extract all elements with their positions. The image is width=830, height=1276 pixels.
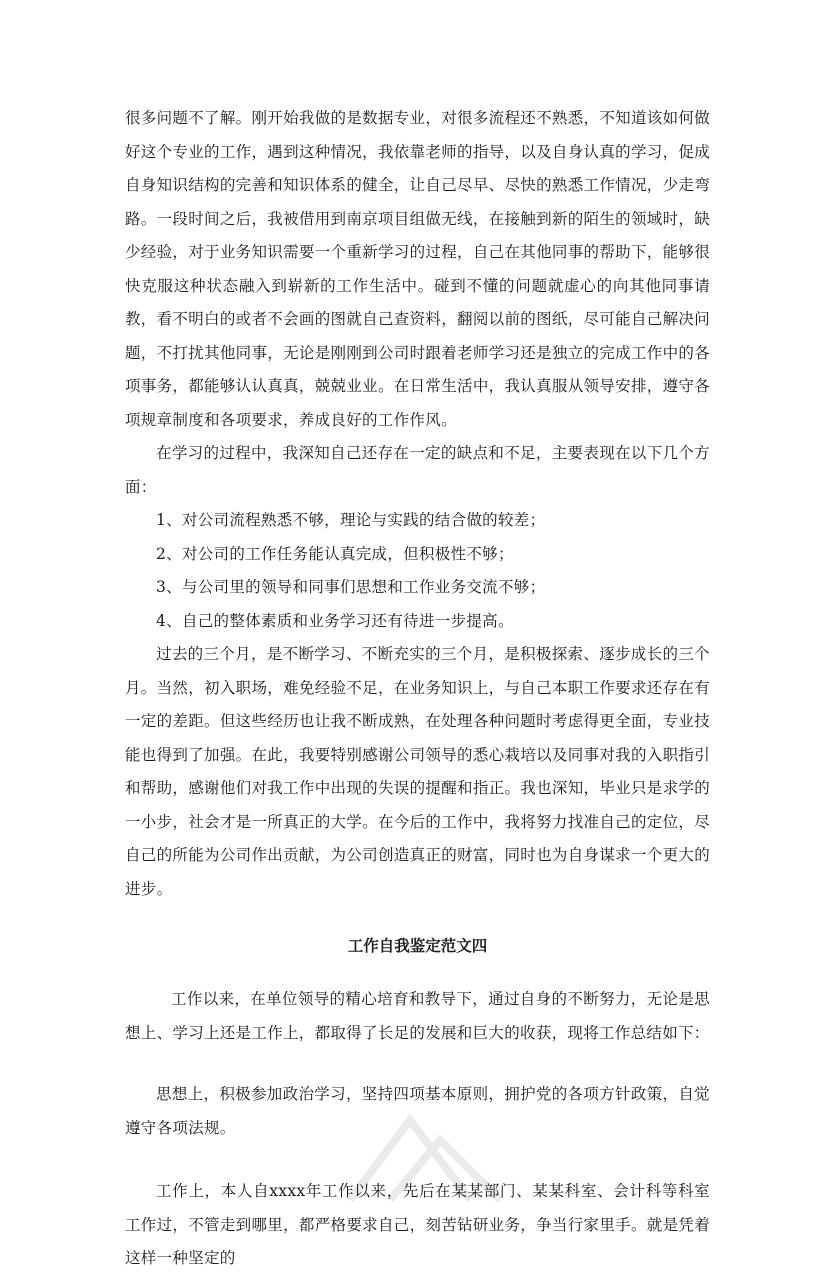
list-item-4: 4、自己的整体素质和业务学习还有待进一步提高。 (156, 611, 514, 630)
paragraph-work-experience: 很多问题不了解。刚开始我做的是数据专业，对很多流程还不熟悉，不知道该如何做好这个专业的工作，遇到这种情况，我依靠老师的指导，以及自身认真的学习，促成自身知识结构的完善和知识体系的健全，让自己尽早、尽快的熟悉工作情况，少走弯路。一段时间之后，我被借用到南京项目组做无线，在接触到新的陌生的领域时，缺少经验，对于业务知识需要一个重新学习的过程，自己在其他同事的帮助下，能够很快克服这种状态融入到崭新的工作生活中。碰到不懂的问题就虚心的向其他同事请教，看不明白的或者不会画的图就自己查资料，翻阅以前的图纸，尽可能自己解决问题，不打扰其他同事，无论是刚刚到公司时跟着老师学习还是独立的完成工作中的各项事务，都能够认认真真，兢兢业业。在日常生活中，我认真服从领导安排，遵守各项规章制度和各项要求，养成良好的工作作风。 (125, 109, 710, 429)
list-item-3: 3、与公司里的领导和同事们思想和工作业务交流不够； (156, 578, 546, 596)
paragraph-work: 工作上，本人自xxxx年工作以来，先后在某某部门、某某科室、会计科等科室工作过，不管走到哪里，都严格要求自己，刻苦钻研业务，争当行家里手。就是凭着这样一种坚定的 (125, 1182, 710, 1267)
list-item-2: 2、对公司的工作任务能认真完成，但积极性不够； (156, 544, 514, 563)
list-item-1: 1、对公司流程熟悉不够，理论与实践的结合做的较差； (156, 511, 546, 529)
paragraph-ideology: 思想上，积极参加政治学习，坚持四项基本原则，拥护党的各项方针政策，自觉遵守各项法规。 (125, 1085, 710, 1137)
paragraph-three-months: 过去的三个月，是不断学习、不断充实的三个月，是积极探索、逐步成长的三个月。当然，初入职场，难免经验不足，在业务知识上，与自己本职工作要求还存在有一定的差距。但这些经历也让我不断成熟，在处理各种问题时考虑得更全面，专业技能也得到了加强。在此，我要特别感谢公司领导的悉心栽培以及同事对我的入职指引和帮助，感谢他们对我工作中出现的失误的提醒和指正。我也深知，毕业只是求学的一小步，社会才是一所真正的大学。在今后的工作中，我将努力找准自己的定位，尽自己的所能为公司作出贡献，为公司创造真正的财富，同时也为自身谋求一个更大的进步。 (125, 645, 710, 898)
section-heading: 工作自我鉴定范文四 (347, 937, 488, 955)
paragraph-summary-intro: 工作以来，在单位领导的精心培育和教导下，通过自身的不断努力，无论是思想上、学习上还是工作上，都取得了长足的发展和巨大的收获，现将工作总结如下： (125, 990, 710, 1042)
watermark-logo (330, 1090, 510, 1210)
paragraph-shortcomings-intro: 在学习的过程中，我深知自己还存在一定的缺点和不足，主要表现在以下几个方面： (125, 444, 710, 496)
